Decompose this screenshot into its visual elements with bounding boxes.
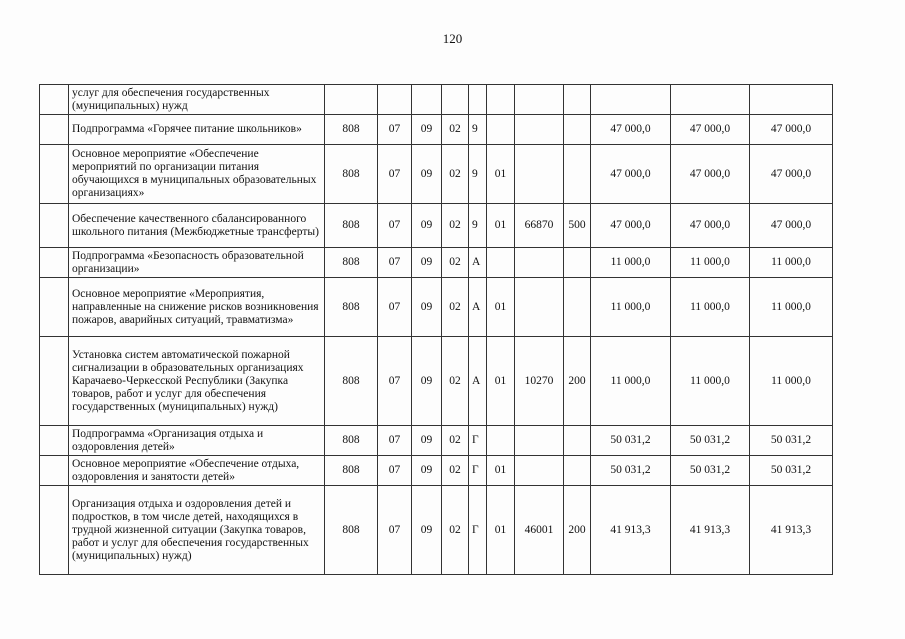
code-subsection: 09	[412, 248, 442, 278]
code-ministry: 808	[325, 456, 378, 486]
code-direction	[515, 115, 564, 145]
code-subprogram	[469, 85, 487, 115]
amount-year-1: 47 000,0	[591, 204, 671, 248]
code-section: 07	[378, 204, 412, 248]
amount-year-2: 41 913,3	[671, 486, 750, 575]
code-ministry: 808	[325, 248, 378, 278]
code-expense-type	[564, 145, 591, 204]
code-expense-type	[564, 456, 591, 486]
row-name: Подпрограмма «Безопасность образовательной организации»	[69, 248, 325, 278]
code-ministry: 808	[325, 204, 378, 248]
amount-year-1: 47 000,0	[591, 115, 671, 145]
code-program: 02	[442, 145, 469, 204]
code-expense-type	[564, 278, 591, 337]
code-direction: 66870	[515, 204, 564, 248]
row-name: Основное мероприятие «Мероприятия, направленные на снижение рисков возникновения пожаров, аварийных ситуаций, травматизма»	[69, 278, 325, 337]
code-direction: 10270	[515, 337, 564, 426]
code-subsection: 09	[412, 426, 442, 456]
amount-year-3: 11 000,0	[750, 248, 833, 278]
code-subsection: 09	[412, 145, 442, 204]
code-section: 07	[378, 145, 412, 204]
code-section: 07	[378, 115, 412, 145]
row-name: Подпрограмма «Горячее питание школьников»	[69, 115, 325, 145]
table-row	[40, 115, 833, 145]
code-event: 01	[487, 204, 515, 248]
page-number: 120	[442, 31, 463, 46]
amount-year-2: 11 000,0	[671, 337, 750, 426]
code-section: 07	[378, 278, 412, 337]
amount-year-1: 11 000,0	[591, 248, 671, 278]
amount-year-3: 47 000,0	[750, 145, 833, 204]
code-ministry: 808	[325, 278, 378, 337]
code-ministry: 808	[325, 426, 378, 456]
amount-year-2: 47 000,0	[671, 204, 750, 248]
table-row	[40, 486, 833, 575]
code-expense-type	[564, 85, 591, 115]
row-name: Подпрограмма «Организация отдыха и оздоровления детей»	[69, 426, 325, 456]
row-index-cell	[40, 278, 69, 337]
amount-year-3	[750, 85, 833, 115]
row-name: Обеспечение качественного сбалансированного школьного питания (Межбюджетные трансферты)	[69, 204, 325, 248]
code-subprogram: Г	[469, 426, 487, 456]
code-subprogram: Г	[469, 486, 487, 575]
row-index-cell	[40, 115, 69, 145]
row-index-cell	[40, 337, 69, 426]
code-event	[487, 248, 515, 278]
code-expense-type	[564, 426, 591, 456]
amount-year-3: 11 000,0	[750, 278, 833, 337]
amount-year-3: 50 031,2	[750, 426, 833, 456]
code-section: 07	[378, 486, 412, 575]
code-subsection: 09	[412, 456, 442, 486]
code-subprogram: А	[469, 278, 487, 337]
amount-year-2: 11 000,0	[671, 278, 750, 337]
table-row	[40, 85, 833, 115]
table-row	[40, 204, 833, 248]
amount-year-2: 11 000,0	[671, 248, 750, 278]
code-subsection: 09	[412, 337, 442, 426]
code-subprogram: 9	[469, 145, 487, 204]
code-subsection: 09	[412, 204, 442, 248]
amount-year-1: 41 913,3	[591, 486, 671, 575]
code-program: 02	[442, 115, 469, 145]
code-ministry: 808	[325, 337, 378, 426]
code-event: 01	[487, 337, 515, 426]
code-program: 02	[442, 426, 469, 456]
amount-year-3: 41 913,3	[750, 486, 833, 575]
code-direction	[515, 145, 564, 204]
code-subsection: 09	[412, 486, 442, 575]
code-subprogram: А	[469, 337, 487, 426]
amount-year-1: 47 000,0	[591, 145, 671, 204]
amount-year-3: 11 000,0	[750, 337, 833, 426]
code-subsection: 09	[412, 278, 442, 337]
amount-year-2: 50 031,2	[671, 426, 750, 456]
row-name: Установка систем автоматической пожарной сигнализации в образовательных организациях Карачаево-Черкесской Республики (Закупка товаров, работ и услуг для обеспечения государственных (муниципальных) нужд)	[69, 337, 325, 426]
row-index-cell	[40, 204, 69, 248]
row-name: Основное мероприятие «Обеспечение мероприятий по организации питания обучающихся в муниципальных образовательных организациях»	[69, 145, 325, 204]
table-row	[40, 456, 833, 486]
code-event	[487, 426, 515, 456]
table-row	[40, 145, 833, 204]
code-ministry: 808	[325, 486, 378, 575]
code-direction	[515, 248, 564, 278]
row-name: Организация отдыха и оздоровления детей и подростков, в том числе детей, находящихся в трудной жизненной ситуации (Закупка товаров, работ и услуг для обеспечения государственных (муниципальных) нужд)	[69, 486, 325, 575]
code-subprogram: А	[469, 248, 487, 278]
row-name: Основное мероприятие «Обеспечение отдыха, оздоровления и занятости детей»	[69, 456, 325, 486]
amount-year-1: 50 031,2	[591, 426, 671, 456]
code-program: 02	[442, 278, 469, 337]
code-direction	[515, 456, 564, 486]
code-direction	[515, 278, 564, 337]
code-direction	[515, 85, 564, 115]
table-row	[40, 248, 833, 278]
code-ministry: 808	[325, 115, 378, 145]
amount-year-3: 47 000,0	[750, 115, 833, 145]
code-program: 02	[442, 456, 469, 486]
row-index-cell	[40, 248, 69, 278]
code-ministry	[325, 85, 378, 115]
amount-year-1: 11 000,0	[591, 337, 671, 426]
code-expense-type: 200	[564, 337, 591, 426]
code-expense-type	[564, 248, 591, 278]
code-event	[487, 85, 515, 115]
row-index-cell	[40, 145, 69, 204]
code-direction	[515, 426, 564, 456]
table-body	[40, 85, 833, 575]
code-subsection	[412, 85, 442, 115]
code-program: 02	[442, 337, 469, 426]
amount-year-2: 47 000,0	[671, 115, 750, 145]
code-expense-type: 500	[564, 204, 591, 248]
amount-year-3: 50 031,2	[750, 456, 833, 486]
code-expense-type: 200	[564, 486, 591, 575]
code-event: 01	[487, 486, 515, 575]
amount-year-2	[671, 85, 750, 115]
code-expense-type	[564, 115, 591, 145]
code-subprogram: 9	[469, 115, 487, 145]
code-program: 02	[442, 204, 469, 248]
code-event: 01	[487, 456, 515, 486]
code-subprogram: Г	[469, 456, 487, 486]
amount-year-3: 47 000,0	[750, 204, 833, 248]
code-event: 01	[487, 278, 515, 337]
code-direction: 46001	[515, 486, 564, 575]
code-subprogram: 9	[469, 204, 487, 248]
row-index-cell	[40, 456, 69, 486]
table-row	[40, 278, 833, 337]
code-program: 02	[442, 486, 469, 575]
code-event	[487, 115, 515, 145]
row-index-cell	[40, 486, 69, 575]
code-section: 07	[378, 248, 412, 278]
code-event: 01	[487, 145, 515, 204]
amount-year-2: 50 031,2	[671, 456, 750, 486]
amount-year-2: 47 000,0	[671, 145, 750, 204]
code-section	[378, 85, 412, 115]
code-section: 07	[378, 456, 412, 486]
row-index-cell	[40, 85, 69, 115]
amount-year-1: 11 000,0	[591, 278, 671, 337]
table-row	[40, 426, 833, 456]
code-subsection: 09	[412, 115, 442, 145]
code-section: 07	[378, 426, 412, 456]
code-program: 02	[442, 248, 469, 278]
code-program	[442, 85, 469, 115]
budget-table	[39, 84, 833, 575]
amount-year-1: 50 031,2	[591, 456, 671, 486]
code-ministry: 808	[325, 145, 378, 204]
row-name: услуг для обеспечения государственных (муниципальных) нужд	[69, 85, 325, 115]
code-section: 07	[378, 337, 412, 426]
amount-year-1	[591, 85, 671, 115]
row-index-cell	[40, 426, 69, 456]
table-row	[40, 337, 833, 426]
